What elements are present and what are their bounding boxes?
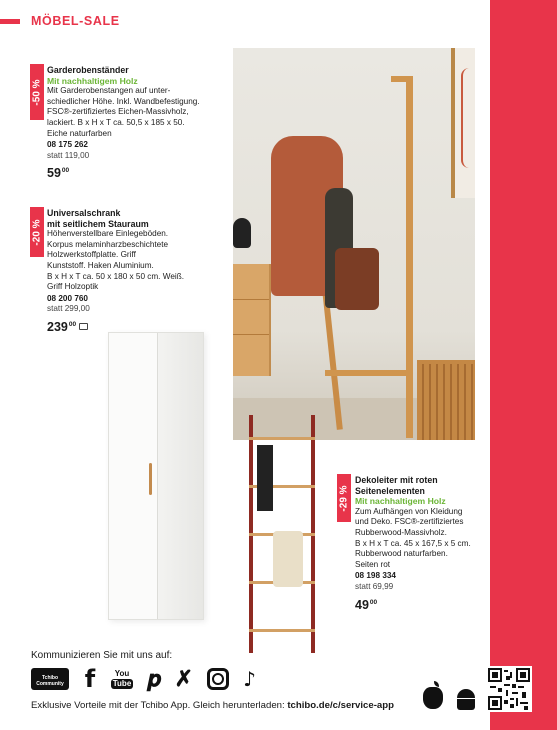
ladder-rung	[249, 629, 315, 632]
product-description-line: Rubberwood-Massivholz.	[355, 527, 447, 537]
product-description-line: Rubberwood naturfarben.	[355, 549, 448, 559]
footer-text: Exklusive Vorteile mit der Tchibo App. Gleich herunterladen: tchibo.de/c/service-app	[31, 700, 394, 711]
product-coat-stand	[47, 65, 200, 182]
ladder-rung	[249, 437, 315, 440]
product-title: mit seitlichem Stauraum	[47, 218, 149, 229]
product-deco-ladder	[355, 475, 471, 614]
old-price: statt 69,99	[355, 581, 394, 591]
page-title: MÖBEL-SALE	[31, 14, 120, 28]
product-description-line: B x H x T ca. 45 x 167,5 x 5 cm.	[355, 538, 471, 548]
pinterest-icon[interactable]: 𝒑	[147, 666, 161, 692]
product-description-line: Holzwerkstoffplatte. Griff	[47, 250, 136, 260]
product-title: Garderobenständer	[47, 65, 129, 75]
product-description-line: Zum Aufhängen von Kleidung	[355, 506, 463, 516]
coat-stand-pole	[406, 76, 413, 438]
community-icon[interactable]: Tchibo Community	[31, 668, 69, 690]
wardrobe-side-panel	[157, 333, 203, 619]
header-accent-bar	[0, 19, 20, 24]
product-description-line: Korpus melaminharzbeschichtete	[47, 239, 169, 249]
product-description-line: FSC®-zertifiziertes Eichen-Massivholz,	[47, 107, 189, 117]
product-subtitle: Mit nachhaltigem Holz	[355, 496, 446, 507]
product-description-line: B x H x T ca. 50 x 180 x 50 cm. Weiß.	[47, 271, 184, 281]
delivery-icon	[79, 323, 88, 330]
product-description-line: und Deko. FSC®-zertifiziertes	[355, 517, 464, 527]
lamp	[233, 218, 251, 248]
qr-code	[486, 666, 532, 712]
article-number: 08 198 334	[355, 571, 396, 581]
red-side-band	[490, 0, 557, 730]
product-description-line: Mit Garderobenstangen auf unter-	[47, 86, 171, 96]
product-title: Seitenelementen	[355, 485, 425, 496]
product-title: Universalschrank	[47, 208, 121, 218]
old-price: statt 299,00	[47, 304, 90, 314]
product-description-line: Höhenverstellbare Einlegeböden.	[47, 229, 169, 239]
xing-icon[interactable]: ✗	[174, 666, 194, 691]
discount-badge: -50 %	[30, 64, 44, 120]
old-price: statt 119,00	[47, 150, 90, 160]
product-description-line: Seiten rot	[355, 559, 391, 569]
price: $239^{00}$	[47, 316, 184, 336]
facebook-icon[interactable]: f	[84, 665, 96, 693]
blanket	[273, 531, 303, 587]
wardrobe-handle	[149, 463, 152, 495]
coat-stand-photo	[233, 48, 475, 440]
discount-badge: -20 %	[30, 207, 44, 257]
product-wardrobe	[47, 208, 184, 336]
bench	[417, 360, 475, 440]
article-number: 08 175 262	[47, 140, 88, 150]
article-number: 08 200 760	[47, 293, 88, 303]
product-description-line: Griff Holzoptik	[47, 282, 99, 292]
dresser	[233, 264, 271, 376]
wardrobe-image	[108, 332, 204, 620]
deco-ladder-image	[245, 415, 321, 653]
product-description-line: Eiche naturfarben	[47, 128, 112, 138]
apple-icon[interactable]	[423, 687, 443, 709]
social-icons	[31, 665, 256, 693]
product-subtitle: Mit nachhaltigem Holz	[47, 75, 138, 86]
youtube-icon[interactable]: You Tube	[112, 669, 132, 688]
product-description-line: lackiert. B x H x T ca. 50,5 x 185 x 50.	[47, 117, 185, 127]
instagram-icon[interactable]	[207, 668, 229, 690]
android-icon[interactable]	[455, 689, 477, 709]
wall-frame	[451, 48, 475, 198]
scarf	[257, 445, 273, 511]
coat-stand-shelf	[325, 370, 413, 376]
product-description-line: Kunststoff. Haken Aluminium.	[47, 260, 154, 270]
product-description-line: schiedlicher Höhe. Inkl. Wandbefestigung.	[47, 96, 200, 106]
product-title: Dekoleiter mit roten	[355, 475, 438, 485]
discount-badge: -29 %	[337, 474, 351, 522]
app-link[interactable]: tchibo.de/c/service-app	[287, 700, 394, 711]
bag	[335, 248, 379, 310]
social-label: Kommunizieren Sie mit uns auf:	[31, 650, 173, 661]
tiktok-icon[interactable]: ♪	[243, 667, 256, 691]
price: $49^{00}$	[355, 597, 378, 612]
price: $59^{00}$	[47, 166, 70, 181]
